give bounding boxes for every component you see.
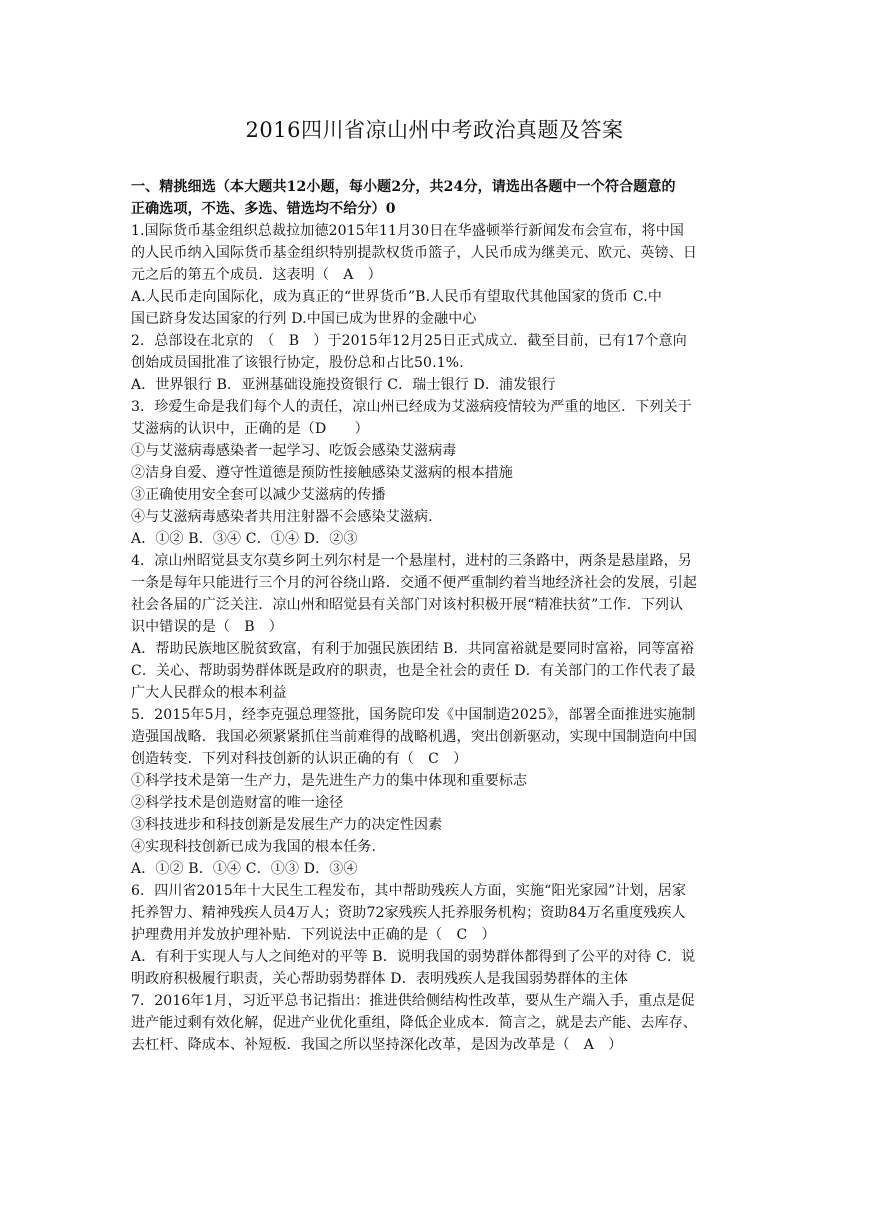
text-line: ④与艾滋病毒感染者共用注射器不会感染艾滋病. xyxy=(131,509,433,525)
text-line: 艾滋病的认识中，正确的是（D ） xyxy=(131,421,369,437)
text-line: A．有利于实现人与人之间绝对的平等 B．说明我国的弱势群体都得到了公平的对待 C．说 xyxy=(131,949,696,965)
text-line: A．①② B．③④ C．①④ D．②③ xyxy=(131,531,358,547)
text-line: 6．四川省2015年十大民生工程发布，其中帮助残疾人方面，实施“阳光家园”计划，居家 xyxy=(131,883,687,899)
text-line: 国已跻身发达国家的行列 D.中国已成为世界的金融中心 xyxy=(131,311,477,327)
text-line: ④实现科技创新已成为我国的根本任务. xyxy=(131,839,377,855)
text-line: A．世界银行 B．亚洲基础设施投资银行 C．瑞士银行 D．浦发银行 xyxy=(131,377,556,393)
text-line: 一条是每年只能进行三个月的河谷绕山路．交通不便严重制约着当地经济社会的发展，引起 xyxy=(131,575,697,591)
text-line: 3．珍爱生命是我们每个人的责任，凉山州已经成为艾滋病疫情较为严重的地区．下列关于 xyxy=(131,399,692,415)
text-line: ②洁身自爱、遵守性道德是预防性接触感染艾滋病的根本措施 xyxy=(131,465,514,481)
text-line: 广大人民群众的根本利益 xyxy=(131,685,287,701)
text-line: 5．2015年5月，经李克强总理签批，国务院印发《中国制造2025》，部署全面推进实施制 xyxy=(131,707,696,723)
document-body xyxy=(131,176,743,1056)
text-line: ③正确使用安全套可以减少艾滋病的传播 xyxy=(131,487,386,503)
page-title: 2016四川省凉山州中考政治真题及答案 xyxy=(245,118,624,142)
text-line: A．①② B．①④ C．①③ D．③④ xyxy=(131,861,358,877)
text-line: 去杠杆、降成本、补短板．我国之所以坚持深化改革，是因为改革是（ A ） xyxy=(131,1037,623,1053)
text-line: ①科学技术是第一生产力，是先进生产力的集中体现和重要标志 xyxy=(131,773,528,789)
text-line: 4．凉山州昭觉县支尔莫乡阿土列尔村是一个悬崖村，进村的三条路中，两条是悬崖路，另 xyxy=(131,553,692,569)
section-heading-line: 一、精挑细选（本大题共12小题，每小题2分，共24分，请选出各题中一个符合题意的 xyxy=(131,179,676,195)
text-line: 进产能过剩有效化解，促进产业优化重组，降低企业成本．简言之，就是去产能、去库存、 xyxy=(131,1015,697,1031)
text-line: ②科学技术是创造财富的唯一途径 xyxy=(131,795,344,811)
text-line: 2．总部设在北京的 （ B ）于2015年12月25日正式成立．截至目前，已有17个意向 xyxy=(131,333,687,349)
section-heading-line: 正确选项，不选、多选、错选均不给分）0 xyxy=(131,201,396,217)
text-line: 创始成员国批准了该银行协定，股份总和占比50.1%. xyxy=(131,355,464,371)
text-line: 托养智力、精神残疾人员4万人；资助72家残疾人托养服务机构；资助84万名重度残疾人 xyxy=(131,905,686,921)
text-line: A.人民币走向国际化，成为真正的“世界货币”B.人民币有望取代其他国家的货币 C.中 xyxy=(131,289,663,305)
text-line: 造强国战略．我国必须紧紧抓住当前难得的战略机遇，突出创新驱动，实现中国制造向中国 xyxy=(131,729,697,745)
text-line: ①与艾滋病毒感染者一起学习、吃饭会感染艾滋病毒 xyxy=(131,443,457,459)
text-line: A．帮助民族地区脱贫致富，有利于加强民族团结 B．共同富裕就是要同时富裕，同等富裕 xyxy=(131,641,694,657)
text-line: 明政府积极履行职责，关心帮助弱势群体 D．表明残疾人是我国弱势群体的主体 xyxy=(131,971,629,987)
text-line: 创造转变．下列对科技创新的认识正确的有（ C ） xyxy=(131,751,468,767)
text-line: 元之后的第五个成员．这表明（ A ） xyxy=(131,267,382,283)
text-line: 1.国际货币基金组织总裁拉加德2015年11月30日在华盛顿举行新闻发布会宣布，将中国 xyxy=(131,223,685,239)
text-line: 的人民币纳入国际货币基金组织特别提款权货币篮子，人民币成为继美元、欧元、英镑、日 xyxy=(131,245,697,261)
text-line: C．关心、帮助弱势群体既是政府的职责，也是全社会的责任 D．有关部门的工作代表了最 xyxy=(131,663,696,679)
text-line: 识中错误的是（ B ） xyxy=(131,619,283,635)
text-line: 护理费用并发放护理补贴．下列说法中正确的是（ C ） xyxy=(131,927,496,943)
text-line: ③科技进步和科技创新是发展生产力的决定性因素 xyxy=(131,817,443,833)
text-line: 7．2016年1月，习近平总书记指出：推进供给侧结构性改革，要从生产端入手，重点是促 xyxy=(131,993,695,1009)
text-line: 社会各届的广泛关注．凉山州和昭觉县有关部门对该村积极开展“精准扶贫”工作．下列认 xyxy=(131,597,684,613)
